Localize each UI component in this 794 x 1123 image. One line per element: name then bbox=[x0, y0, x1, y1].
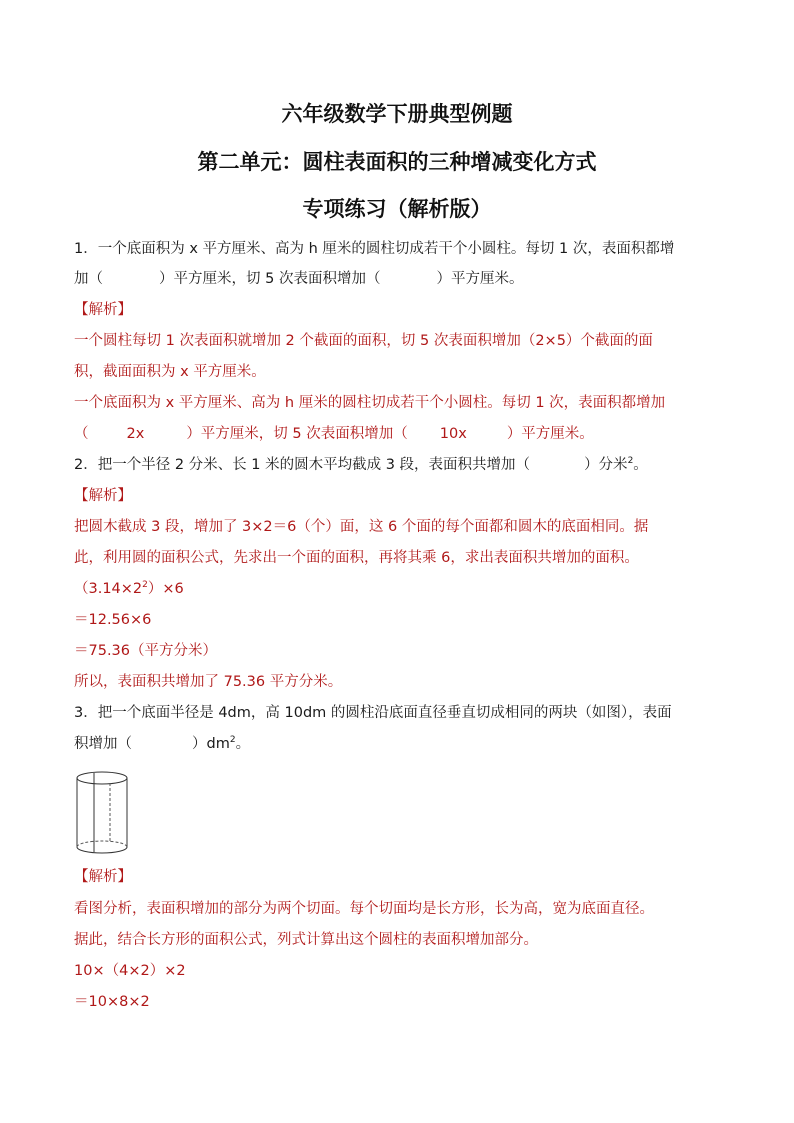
question-1-line-2: 加（ ）平方厘米，切 5 次表面积增加（ ）平方厘米。 bbox=[74, 271, 524, 287]
exercise-subtitle: 专项练习（解析版） bbox=[302, 197, 492, 221]
question-2-line-1: 2．把一个半径 2 分米、长 1 米的圆木平均截成 3 段，表面积共增加（ ）分米$^2$。 bbox=[74, 456, 648, 473]
analysis-2-line-6: 所以，表面积共增加了 75.36 平方分米。 bbox=[74, 674, 343, 690]
unit-title: 第二单元：圆柱表面积的三种增减变化方式 bbox=[197, 150, 597, 174]
analysis-3-line-4: ＝10×8×2 bbox=[74, 994, 150, 1010]
question-3-line-1: 3．把一个底面半径是 4dm，高 10dm 的圆柱沿底面直径垂直切成相同的两块（如图），表面 bbox=[74, 705, 672, 721]
document-title: 六年级数学下册典型例题 bbox=[281, 102, 513, 126]
analysis-tag-2: 【解析】 bbox=[74, 488, 132, 504]
question-1-line-1: 1．一个底面积为 x 平方厘米、高为 h 厘米的圆柱切成若干个小圆柱。每切 1 次，表面积都增 bbox=[74, 241, 675, 257]
answer-1-b: 10x bbox=[439, 426, 467, 442]
analysis-1-line-2: 积，截面面积为 x 平方厘米。 bbox=[74, 364, 266, 380]
cylinder-top-ellipse bbox=[77, 772, 127, 784]
analysis-3-line-1: 看图分析，表面积增加的部分为两个切面。每个切面均是长方形，长为高，宽为底面直径。 bbox=[74, 901, 654, 917]
analysis-3-line-2: 据此，结合长方形的面积公式，列式计算出这个圆柱的表面积增加部分。 bbox=[74, 932, 538, 948]
cylinder-figure bbox=[74, 768, 134, 858]
question-3-line-2: 积增加（ ）$dm^2$。 bbox=[74, 735, 251, 752]
analysis-tag-3: 【解析】 bbox=[74, 869, 132, 885]
analysis-1-line-4: （ 2x ）平方厘米，切 5 次表面积增加（ 10x ）平方厘米。 bbox=[74, 426, 594, 442]
answer-1-a: 2x bbox=[126, 426, 145, 442]
analysis-tag-1: 【解析】 bbox=[74, 302, 132, 318]
analysis-2-line-5: ＝75.36（平方分米） bbox=[74, 643, 218, 659]
analysis-2-line-3: $(3.14\times 2^2)\times 6$ bbox=[74, 580, 184, 597]
analysis-1-line-3: 一个底面积为 x 平方厘米、高为 h 厘米的圆柱切成若干个小圆柱。每切 1 次，表面积都增加 bbox=[74, 395, 666, 411]
cylinder-bottom-back bbox=[77, 841, 127, 847]
analysis-3-line-3: 10×（4×2）×2 bbox=[74, 963, 186, 979]
analysis-2-line-4: ＝12.56×6 bbox=[74, 612, 152, 628]
analysis-1-line-1: 一个圆柱每切 1 次表面积就增加 2 个截面的面积，切 5 次表面积增加（2×5）个截面的面 bbox=[74, 333, 653, 349]
cylinder-bottom-front bbox=[77, 847, 127, 853]
analysis-2-line-1: 把圆木截成 3 段，增加了 3×2＝6（个）面，这 6 个面的每个面都和圆木的底面相同。据 bbox=[74, 519, 649, 535]
analysis-2-line-2: 此，利用圆的面积公式，先求出一个面的面积，再将其乘 6，求出表面积共增加的面积。 bbox=[74, 550, 639, 566]
